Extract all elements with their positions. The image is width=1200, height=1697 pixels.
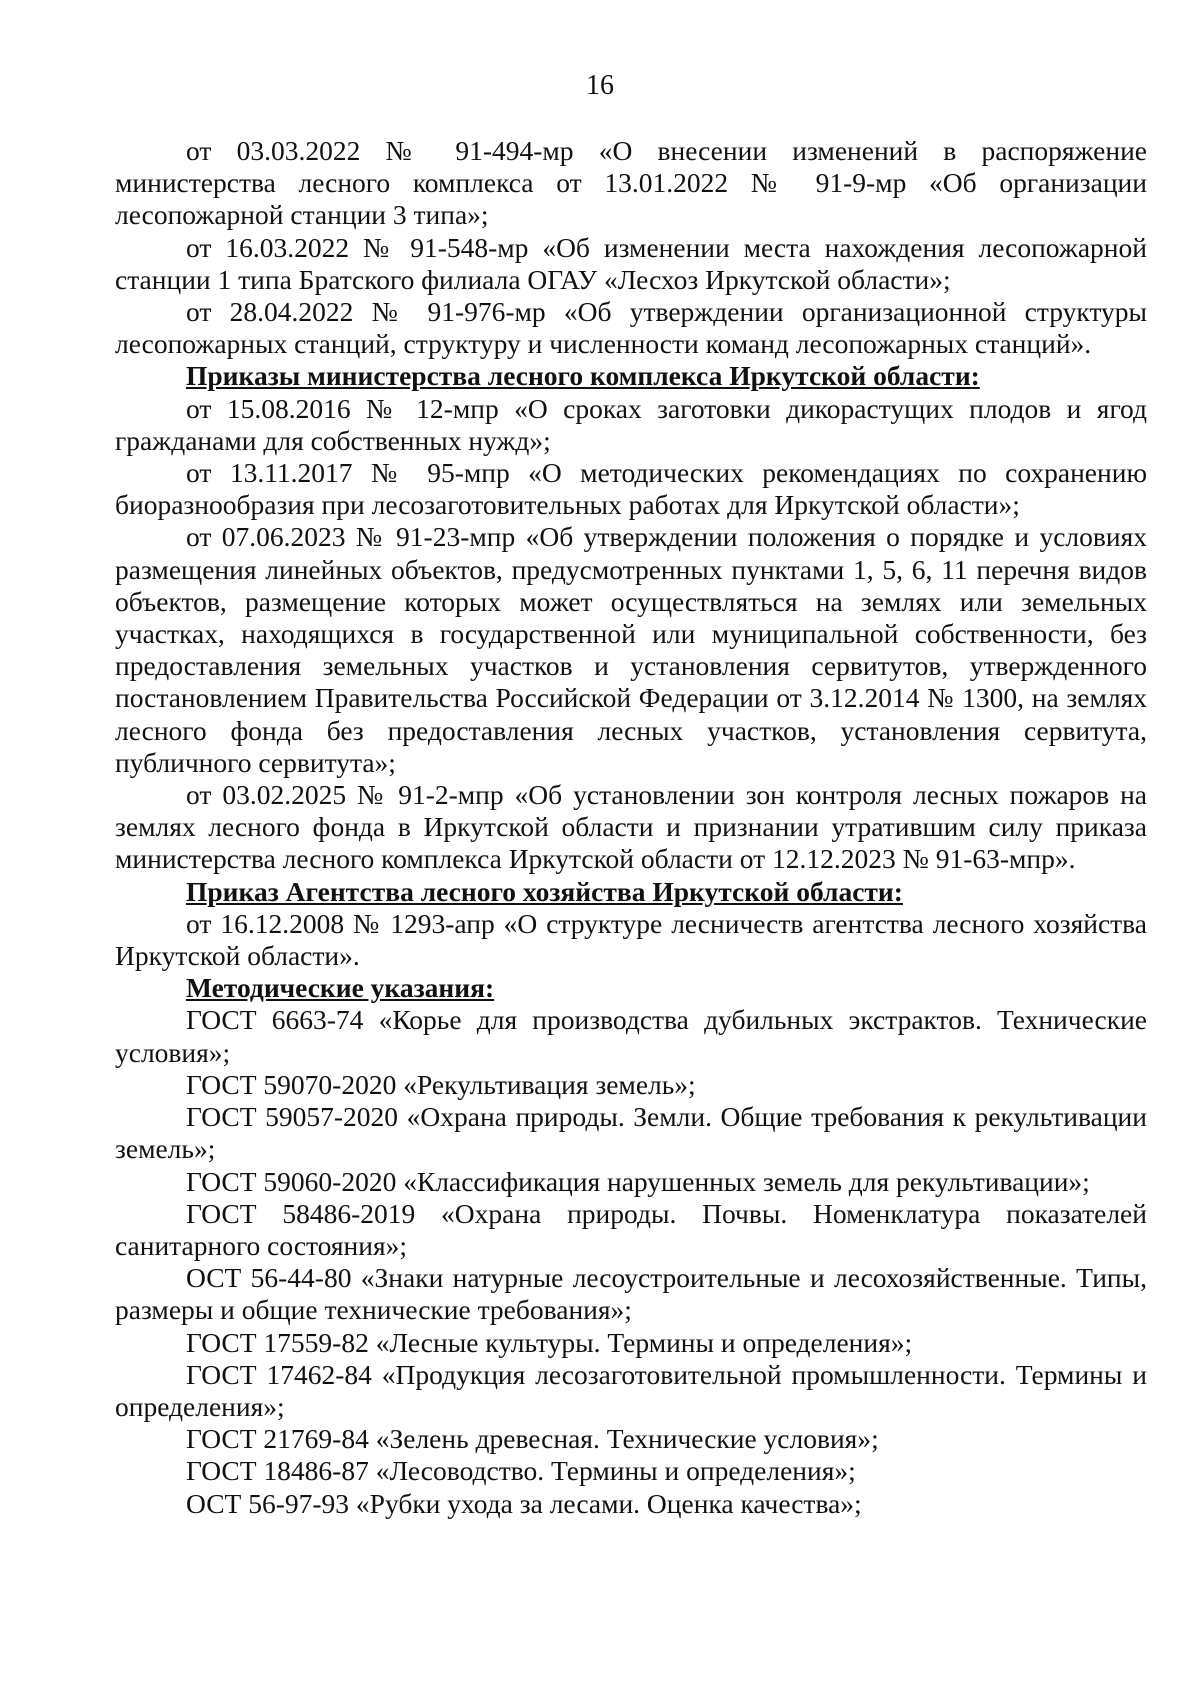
paragraph-gost-17559-82: ГОСТ 17559-82 «Лесные культуры. Термины и определения»; xyxy=(186,1326,913,1358)
paragraph-order-91-2-mpr: от 03.02.2025 № 91-2-мпр «Об установлении зон контроля лесных пожаров на землях лесного фонда в Иркутской области и признании утратившим силу приказа министерства лесного комплекса Иркутской области от 12.12.2023 № 91-63-мпр». xyxy=(115,779,1147,875)
paragraph-order-91-23-mpr: от 07.06.2023 № 91-23-мпр «Об утверждении положения о порядке и условиях размещения линейных объектов, предусмотренных пунктами 1, 5, 6, 11 перечня видов объектов, размещение которых может осуществляться на землях или земельных участках, находящихся в государственной или муниципальной собственности, без предоставления земельных участков и установления сервитутов, утвержденного постановлением Правительства Российской Федерации от 3.12.2014 № 1300, на землях лесного фонда без предоставления лесных участков, установления сервитута, публичного сервитута»; xyxy=(115,521,1147,778)
section-heading-guidelines: Методические указания: xyxy=(186,972,495,1004)
paragraph-order-12-mpr: от 15.08.2016 № 12-мпр «О сроках заготовки дикорастущих плодов и ягод гражданами для собственных нужд»; xyxy=(115,392,1147,456)
paragraph-gost-59057-2020: ГОСТ 59057-2020 «Охрана природы. Земли. Общие требования к рекультивации земель»; xyxy=(115,1101,1147,1165)
paragraph-gost-21769-84: ГОСТ 21769-84 «Зелень древесная. Технические условия»; xyxy=(186,1423,879,1455)
section-heading-ministry-orders: Приказы министерства лесного комплекса Иркутской области: xyxy=(186,360,980,392)
paragraph-ost-56-97-93: ОСТ 56-97-93 «Рубки ухода за лесами. Оценка качества»; xyxy=(186,1487,862,1519)
page-number: 16 xyxy=(586,70,614,101)
paragraph-order-91-494: от 03.03.2022 № 91-494-мр «О внесении изменений в распоряжение министерства лесного комплекса от 13.01.2022 № 91-9-мр «Об организации лесопожарной станции 3 типа»; xyxy=(115,135,1147,231)
paragraph-order-1293-apr: от 16.12.2008 № 1293-апр «О структуре лесничеств агентства лесного хозяйства Иркутской области». xyxy=(115,907,1147,972)
paragraph-order-95-mpr: от 13.11.2017 № 95-мпр «О методических рекомендациях по сохранению биоразнообразия при лесозаготовительных работах для Иркутской области»; xyxy=(115,457,1147,521)
section-heading-agency-order: Приказ Агентства лесного хозяйства Иркутской области: xyxy=(186,875,903,907)
paragraph-gost-6663-74: ГОСТ 6663-74 «Корье для производства дубильных экстрактов. Технические условия»; xyxy=(115,1004,1147,1068)
paragraph-gost-18486-87: ГОСТ 18486-87 «Лесоводство. Термины и определения»; xyxy=(186,1455,856,1487)
paragraph-order-91-548: от 16.03.2022 № 91-548-мр «Об изменении места нахождения лесопожарной станции 1 типа Братского филиала ОГАУ «Лесхоз Иркутской области»; xyxy=(115,231,1147,295)
paragraph-gost-59070-2020: ГОСТ 59070-2020 «Рекультивация земель»; xyxy=(186,1068,696,1100)
document-body xyxy=(115,135,1147,1520)
paragraph-gost-59060-2020: ГОСТ 59060-2020 «Классификация нарушенных земель для рекультивации»; xyxy=(186,1165,1090,1197)
paragraph-gost-17462-84: ГОСТ 17462-84 «Продукция лесозаготовительной промышленности. Термины и определения»; xyxy=(115,1358,1147,1422)
paragraph-order-91-976: от 28.04.2022 № 91-976-мр «Об утверждении организационной структуры лесопожарных станций, структуру и численности команд лесопожарных станций». xyxy=(115,296,1147,360)
paragraph-gost-58486-2019: ГОСТ 58486-2019 «Охрана природы. Почвы. Номенклатура показателей санитарного состояния»; xyxy=(115,1197,1147,1261)
paragraph-ost-56-44-80: ОСТ 56-44-80 «Знаки натурные лесоустроительные и лесохозяйственные. Типы, размеры и общие технические требования»; xyxy=(115,1262,1147,1326)
